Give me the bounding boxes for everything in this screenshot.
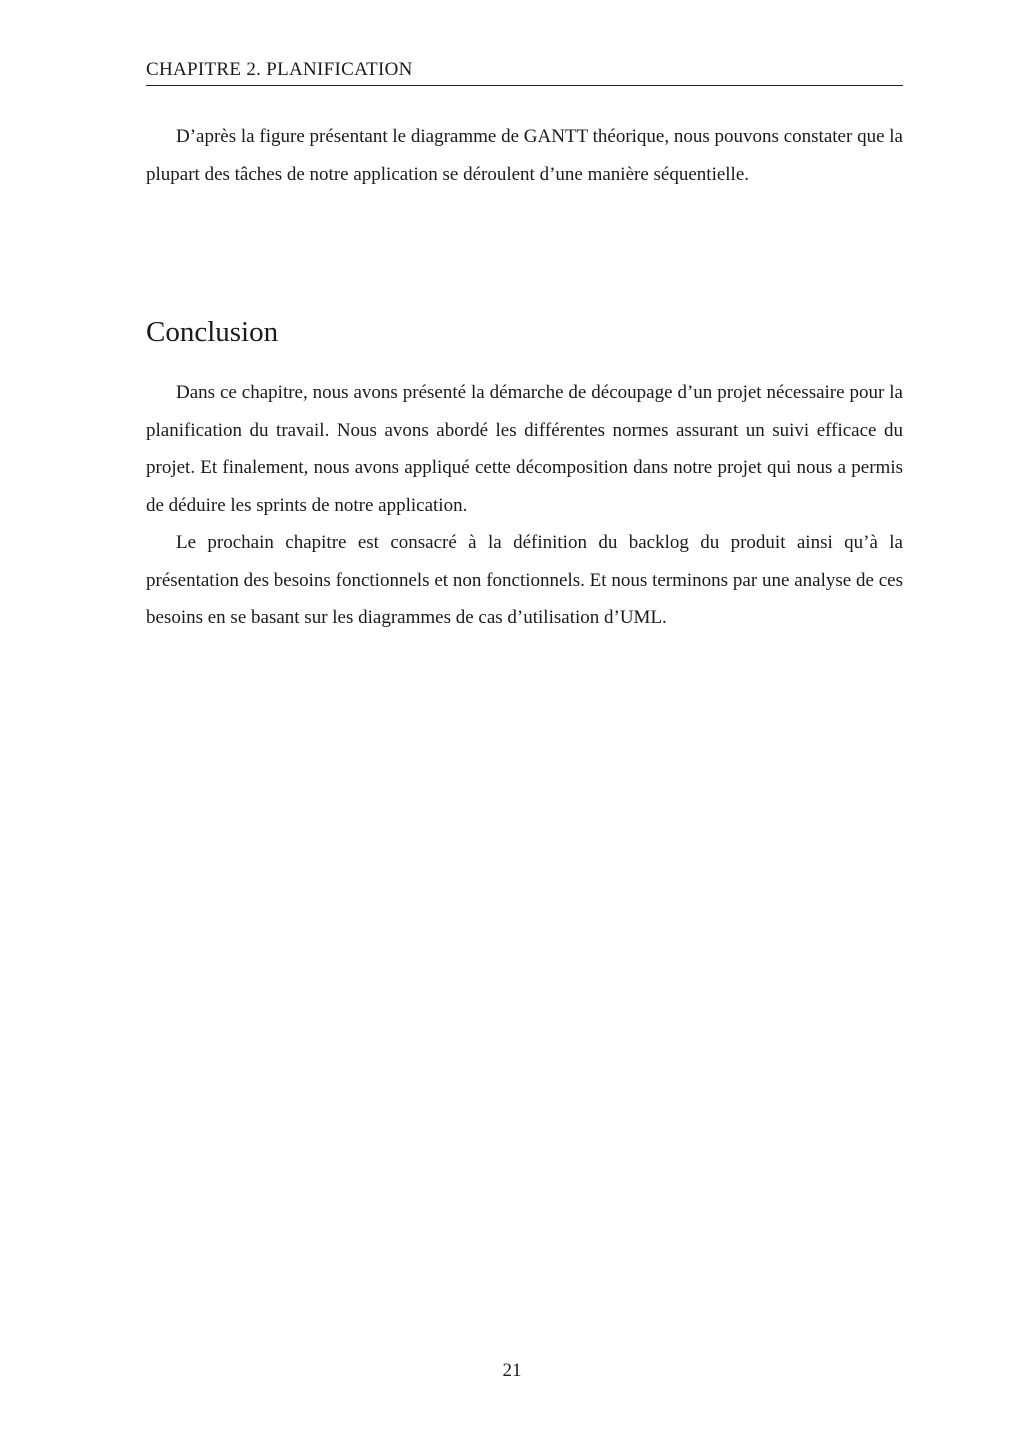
- page-number: 21: [502, 1360, 522, 1381]
- section-title: Conclusion: [146, 316, 279, 348]
- conclusion-paragraph: Le prochain chapitre est consacré à la définition du backlog du produit ainsi qu’à la présentation des besoins fonctionnels et non fonctionnels. Et nous terminons par une analyse de ces besoins en se basant sur les diagrammes de cas d’utilisation d’UML.: [146, 532, 903, 628]
- intro-paragraph: D’après la figure présentant le diagramme de GANTT théorique, nous pouvons constater que la plupart des tâches de notre application se déroulent d’une manière séquentielle.: [146, 126, 903, 185]
- conclusion-paragraph: Dans ce chapitre, nous avons présenté la démarche de découpage d’un projet nécessaire pour la planification du travail. Nous avons abordé les différentes normes assurant un suivi efficace du projet. Et finalement, nous avons appliqué cette décomposition dans notre projet qui nous a permis de déduire les sprints de notre application.: [146, 382, 903, 516]
- running-header: CHAPITRE 2. PLANIFICATION: [146, 58, 903, 86]
